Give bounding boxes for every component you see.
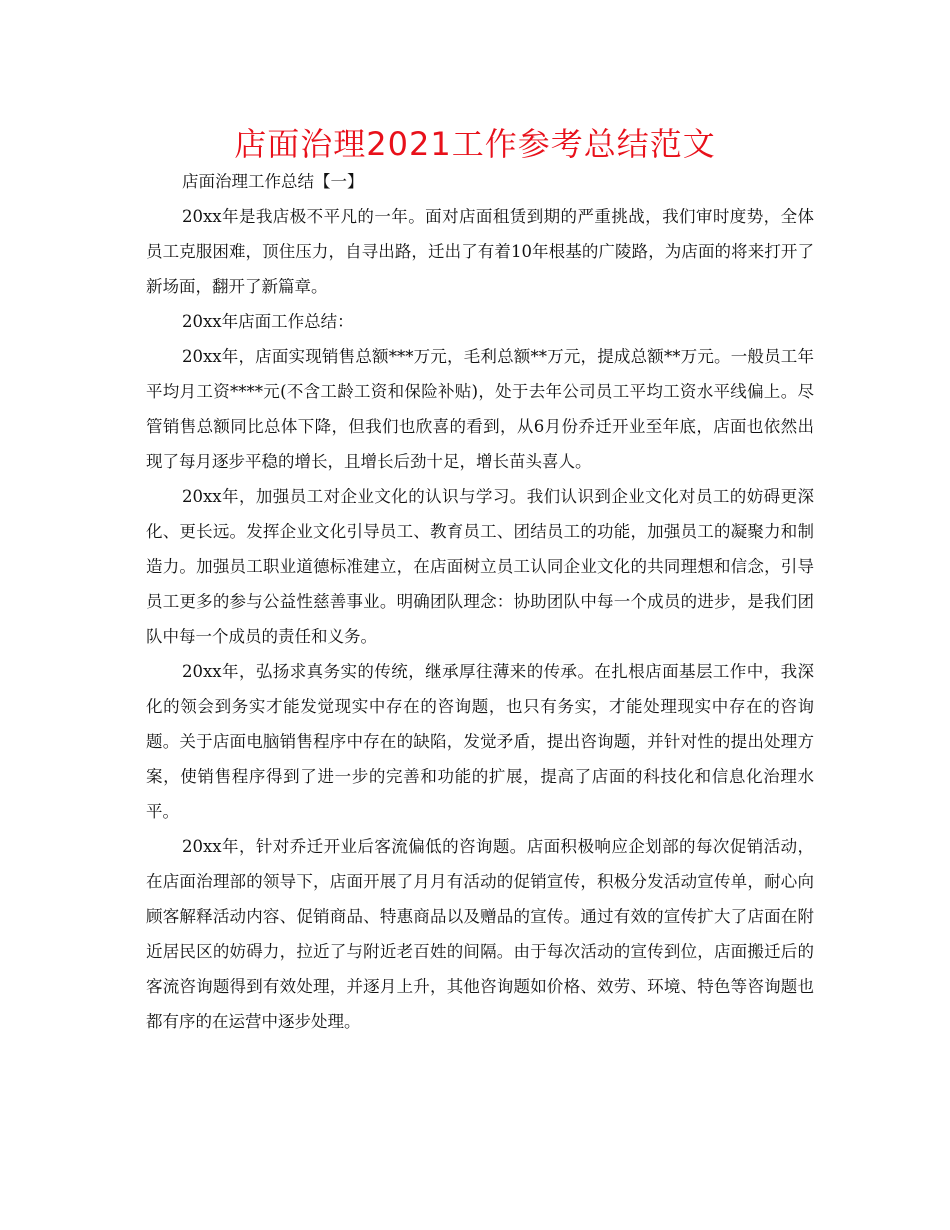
paragraph: 20xx年，店面实现销售总额***万元，毛利总额**万元，提成总额**万元。一般员工年平均月工资****元(不含工龄工资和保险补贴)，处于去年公司员工平均工资水平线偏上。尽管销售总额同比总体下降，但我们也欣喜的看到，从6月份乔迁开业至年底，店面也依然出现了每月逐步平稳的增长，且增长后劲十足，增长苗头喜人。 [146,347,814,471]
paragraph: 20xx年，加强员工对企业文化的认识与学习。我们认识到企业文化对员工的妨碍更深化、更长远。发挥企业文化引导员工、教育员工、团结员工的功能，加强员工的凝聚力和制造力。加强员工职业道德标准建立，在店面树立员工认同企业文化的共同理想和信念，引导员工更多的参与公益性慈善事业。明确团队理念：协助团队中每一个成员的进步，是我们团队中每一个成员的责任和义务。 [146,487,814,646]
subsection-heading: 20xx年店面工作总结： [182,312,354,331]
document-body [146,164,814,1039]
paragraph: 20xx年是我店极不平凡的一年。面对店面租赁到期的严重挑战，我们审时度势，全体员工克服困难，顶住压力，自寻出路，迁出了有着10年根基的广陵路，为店面的将来打开了新场面，翻开了新篇章。 [146,207,814,296]
document-title: 店面治理2021工作参考总结范文 [234,125,716,163]
paragraph: 20xx年，弘扬求真务实的传统，继承厚往薄来的传承。在扎根店面基层工作中，我深化的领会到务实才能发觉现实中存在的咨询题，也只有务实，才能处理现实中存在的咨询题。关于店面电脑销售程序中存在的缺陷，发觉矛盾，提出咨询题，并针对性的提出处理方案，使销售程序得到了进一步的完善和功能的扩展，提高了店面的科技化和信息化治理水平。 [146,662,814,821]
paragraph: 20xx年，针对乔迁开业后客流偏低的咨询题。店面积极响应企划部的每次促销活动，在店面治理部的领导下，店面开展了月月有活动的促销宣传，积极分发活动宣传单，耐心向顾客解释活动内容、促销商品、特惠商品以及赠品的宣传。通过有效的宣传扩大了店面在附近居民区的妨碍力，拉近了与附近老百姓的间隔。由于每次活动的宣传到位，店面搬迁后的客流咨询题得到有效处理，并逐月上升，其他咨询题如价格、效劳、环境、特色等咨询题也都有序的在运营中逐步处理。 [146,837,814,1031]
section-heading: 店面治理工作总结【一】 [182,172,364,191]
